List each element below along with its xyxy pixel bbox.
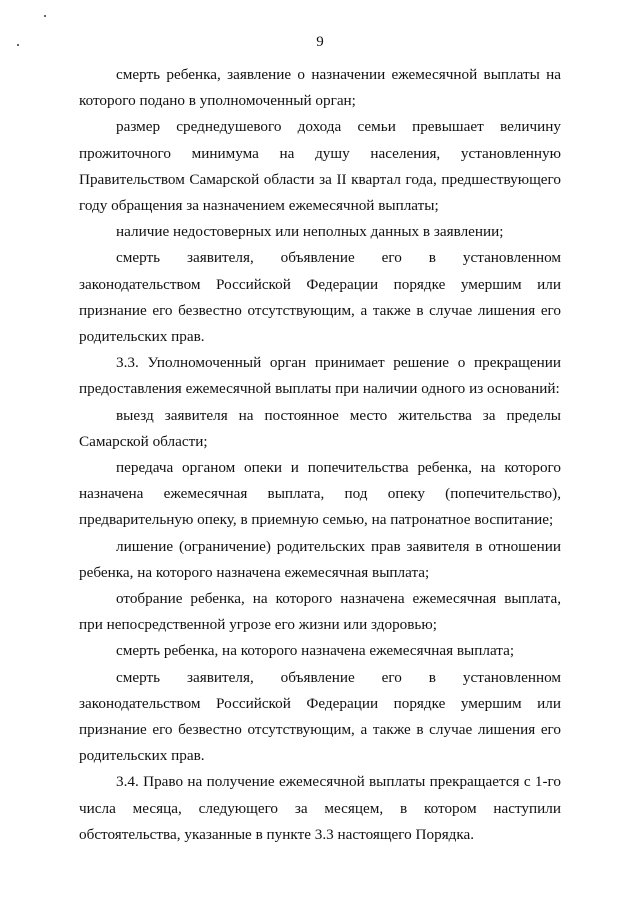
page-number: 9 [316, 34, 324, 50]
scan-speck [44, 15, 46, 17]
paragraph: 3.3. Уполномоченный орган принимает решение о прекращении предоставления ежемесячной выплаты при наличии одного из оснований: [79, 354, 561, 398]
paragraph: выезд заявителя на постоянное место жительства за пределы Самарской области; [79, 406, 561, 450]
paragraph: лишение (ограничение) родительских прав заявителя в отношении ребенка, на которого назначена ежемесячная выплата; [79, 537, 561, 581]
paragraph: 3.4. Право на получение ежемесячной выплаты прекращается с 1-го числа месяца, следующего за месяцем, в котором наступили обстоятельства, указанные в пункте 3.3 настоящего Порядка. [79, 773, 561, 843]
paragraph: смерть ребенка, на которого назначена ежемесячная выплата; [116, 642, 515, 660]
document-body [79, 62, 561, 848]
paragraph: смерть заявителя, объявление его в установленном законодательством Российской Федерации порядке умершим или признание его безвестно отсутствующим, а также в случае лишения его родительских прав. [79, 249, 561, 346]
paragraph: смерть ребенка, заявление о назначении ежемесячной выплаты на которого подано в уполномоченный орган; [79, 66, 561, 110]
paragraph: передача органом опеки и попечительства ребенка, на которого назначена ежемесячная выплата, под опеку (попечительство), предварительную опеку, в приемную семью, на патронатное воспитание; [79, 459, 561, 529]
paragraph: смерть заявителя, объявление его в установленном законодательством Российской Федерации порядке умершим или признание его безвестно отсутствующим, а также в случае лишения его родительских прав. [79, 668, 561, 765]
paragraph: размер среднедушевого дохода семьи превышает величину прожиточного минимума на душу населения, установленную Правительством Самарской области за II квартал года, предшествующего году обращения за назначением ежемесячной выплаты; [79, 118, 561, 215]
paragraph: наличие недостоверных или неполных данных в заявлении; [116, 223, 504, 241]
paragraph: отобрание ребенка, на которого назначена ежемесячная выплата, при непосредственной угрозе его жизни или здоровью; [79, 590, 561, 634]
